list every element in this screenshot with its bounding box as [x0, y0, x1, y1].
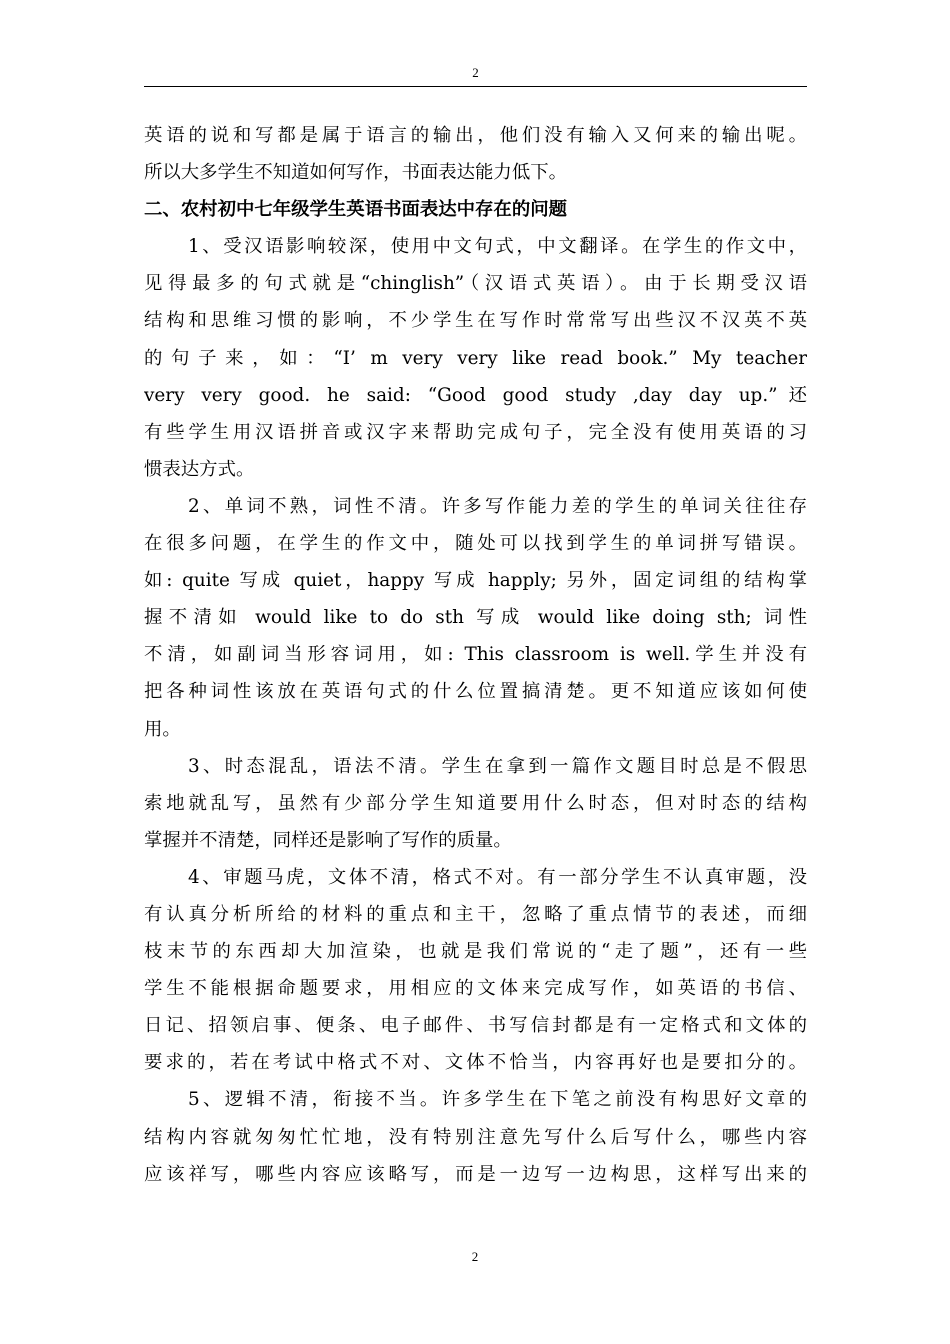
- body-line: 如: quite 写成 quiet，happy 写成 happly; 另外，固定词组的结构掌: [144, 570, 807, 592]
- body-line: 索地就乱写，虽然有少部分学生知道要用什么时态，但对时态的结构: [144, 792, 807, 814]
- document-body: [144, 117, 807, 1193]
- body-line: 有些学生用汉语拼音或汉字来帮助完成句子，完全没有使用英语的习: [144, 421, 807, 443]
- paragraph-first-line: 4、审题马虎，文体不清，格式不对。有一部分学生不认真审题，没: [188, 866, 807, 888]
- body-line: 惯表达方式。: [144, 458, 255, 480]
- body-line: 在很多问题，在学生的作文中，随处可以找到学生的单词拼写错误。: [144, 533, 807, 555]
- paragraph-first-line: 2、单词不熟，词性不清。许多写作能力差的学生的单词关往往存: [188, 495, 807, 517]
- paragraph-first-line: 1、受汉语影响较深，使用中文句式，中文翻译。在学生的作文中，: [188, 236, 807, 258]
- body-line: 握不清如 would like to do sth 写成 would like doing sth; 词性: [144, 607, 807, 629]
- body-line: 枝末节的东西却大加渲染，也就是我们常说的“走了题”，还有一些: [144, 941, 807, 963]
- body-line: 要求的，若在考试中格式不对、文体不恰当，内容再好也是要扣分的。: [144, 1052, 807, 1074]
- body-line: 学生不能根据命题要求，用相应的文体来完成写作，如英语的书信、: [144, 978, 807, 1000]
- body-line: 结构内容就匆匆忙忙地，没有特别注意先写什么后写什么，哪些内容: [144, 1126, 807, 1148]
- body-line: 的句子来，如：“I’ m very very like read book.” My teacher: [144, 347, 807, 369]
- body-line: 把各种词性该放在英语句式的什么位置搞清楚。更不知道应该如何使: [144, 681, 807, 703]
- footer-page-number: 2: [471, 1249, 479, 1264]
- section-heading: 二、农村初中七年级学生英语书面表达中存在的问题: [144, 199, 567, 221]
- paragraph-first-line: 5、逻辑不清，衔接不当。许多学生在下笔之前没有构思好文章的: [188, 1089, 807, 1111]
- body-line: 有认真分析所给的材料的重点和主干，忽略了重点情节的表述，而细: [144, 903, 807, 925]
- body-line: 掌握并不清楚，同样还是影响了写作的质量。: [144, 829, 512, 851]
- body-line: 见得最多的句式就是“chinglish”（汉语式英语）。由于长期受汉语: [144, 273, 807, 295]
- body-line: 所以大多学生不知道如何写作，书面表达能力低下。: [144, 162, 567, 184]
- paragraph-first-line: 3、时态混乱，语法不清。学生在拿到一篇作文题目时总是不假思: [188, 755, 807, 777]
- body-line: very very good. he said: “Good good study ,day day up.”还: [144, 384, 807, 406]
- body-line: 应该祥写，哪些内容应该略写，而是一边写一边构思，这样写出来的: [144, 1163, 807, 1185]
- header-page-number: 2: [472, 65, 479, 80]
- body-line: 英语的说和写都是属于语言的输出，他们没有输入又何来的输出呢。: [144, 125, 807, 146]
- body-line: 用。: [144, 718, 181, 740]
- body-line: 不清，如副词当形容词用，如: This classroom is well.学生并没有: [144, 644, 807, 666]
- body-line: 结构和思维习惯的影响，不少学生在写作时常常写出些汉不汉英不英: [144, 310, 807, 332]
- page-header: [144, 62, 807, 87]
- body-line: 日记、招领启事、便条、电子邮件、书写信封都是有一定格式和文体的: [144, 1015, 807, 1037]
